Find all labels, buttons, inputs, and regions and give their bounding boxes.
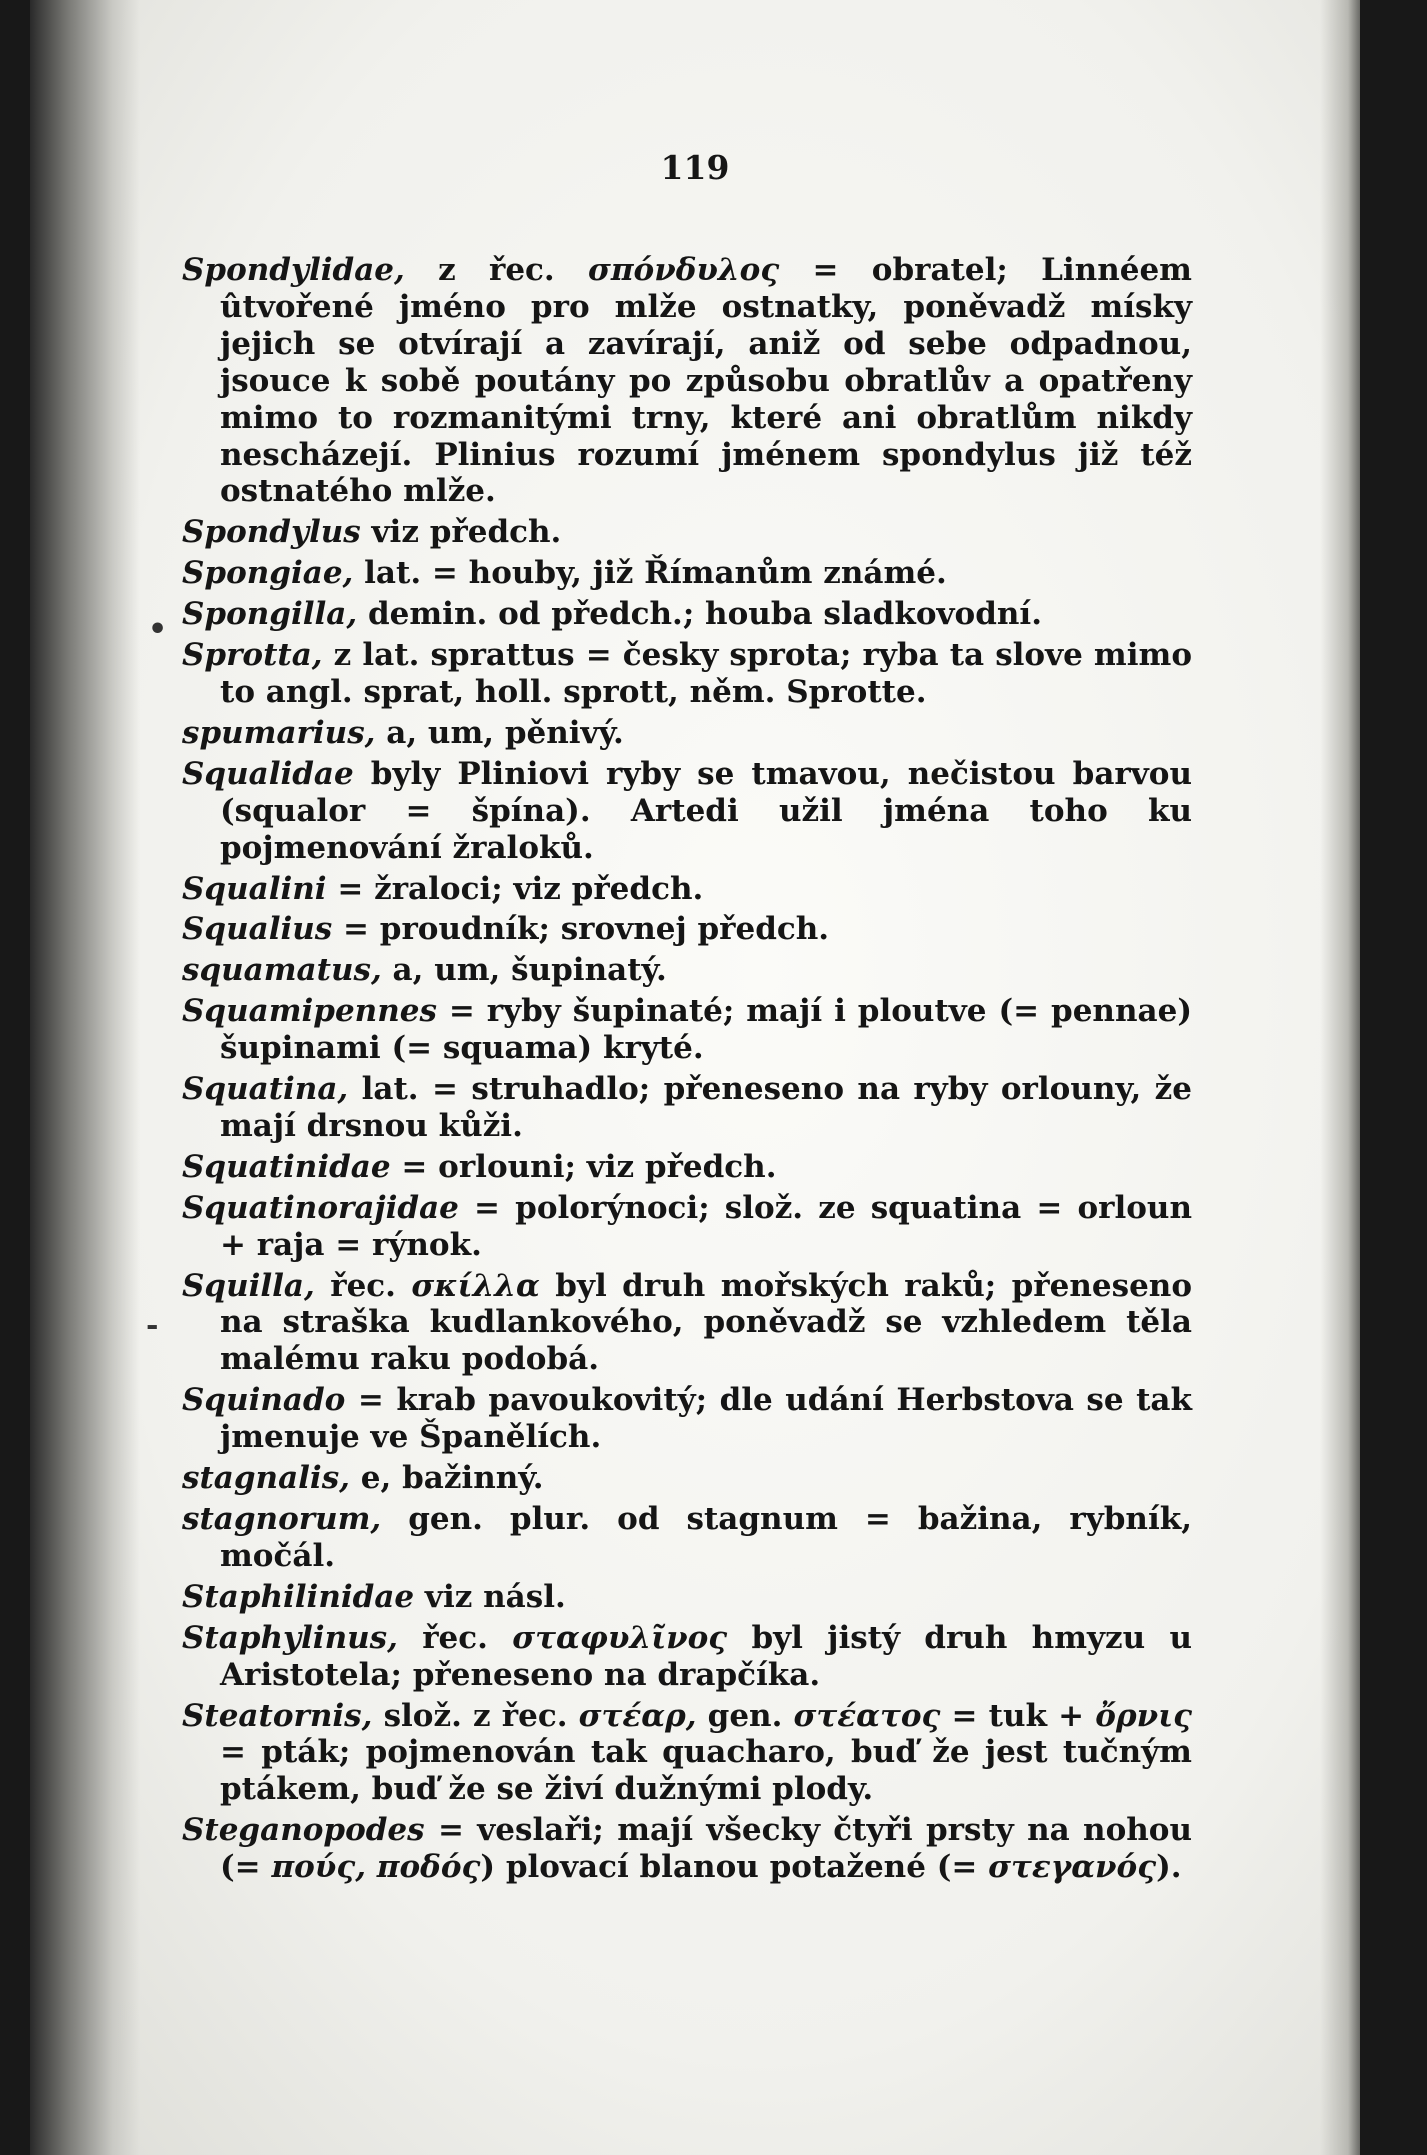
entry-text: byly Pliniovi ryby se tmavou, nečistou barvou (squalor = špína). Artedi užil jména toho ku pojmenování žraloků. (220, 755, 1192, 866)
entry-text: = pták; pojmenován tak quacharo, buď že jest tučným ptákem, buď že se živí dužnými plody. (220, 1734, 1192, 1808)
entry-squatina (182, 1071, 1192, 1145)
headword: Spondylidae, (182, 252, 405, 288)
entry-text: e, bažinný. (349, 1460, 544, 1497)
headword: Staphilinidae (182, 1578, 415, 1615)
entry-text: viz násl. (414, 1578, 566, 1615)
greek-word: σκίλλα (411, 1267, 540, 1304)
greek-word: πούς, ποδός (271, 1849, 481, 1886)
book-spine-shadow (30, 0, 140, 2155)
entry-squamatus (182, 952, 1192, 989)
entry-text: ) plovací blanou potažené (= (480, 1849, 989, 1886)
entry-squatinorajidae (182, 1190, 1192, 1264)
headword: Staphylinus, (182, 1619, 398, 1656)
headword: Squinado (182, 1382, 346, 1419)
headword: Sprotta, (182, 637, 323, 674)
entry-text: = ryby šupinaté; mají i ploutve (= pennae) šupinami (= squama) kryté. (220, 993, 1192, 1067)
entry-squatinidae (182, 1149, 1192, 1186)
greek-word: στέατος (793, 1697, 941, 1734)
entry-text: řec. (397, 1619, 513, 1656)
entry-text: gen. (696, 1697, 794, 1734)
headword: Squilla, (182, 1267, 315, 1304)
entry-text: = žraloci; viz předch. (326, 870, 704, 907)
greek-word: ὄρνις (1095, 1697, 1192, 1734)
headword: Squalidae (182, 755, 354, 792)
headword: Squalini (182, 870, 327, 907)
entry-squalidae (182, 756, 1192, 867)
entry-spongilla (182, 596, 1192, 633)
headword: squamatus, (182, 952, 382, 989)
entry-text: = polorýnoci; slož. ze squatina = orloun + raja = rýnok. (220, 1189, 1192, 1263)
entry-squamipennes (182, 993, 1192, 1067)
entry-text: = obratel; Linnéem ûtvořené jméno pro mlže ostnatky, poněvadž mísky jejich se otvírají a zavírají, aniž od sebe odpadnou, jsouce k sobě poutány po způsobu obratlův a opatřeny mimo to rozmanitými trny, které ani obratlům nikdy nescházejí. Plinius rozumí jménem spondylus již též ostnatého mlže. (220, 252, 1192, 510)
headword: Steganopodes (182, 1812, 425, 1849)
headword: stagnorum, (182, 1501, 382, 1537)
entry-squalius (182, 911, 1192, 948)
greek-word: σταφυλῖνος (512, 1619, 728, 1656)
headword: Squamipennes (182, 993, 437, 1030)
entry-text: byl jistý druh hmyzu u Aristotela; přeneseno na drapčíka. (220, 1619, 1193, 1693)
entry-text: = proudník; srovnej předch. (332, 911, 830, 948)
headword: Squatina, (182, 1071, 349, 1108)
entry-squilla (182, 1268, 1192, 1379)
greek-word: σπόνδυλος (588, 252, 780, 288)
headword: Squalius (182, 911, 333, 948)
dictionary-entries (182, 252, 1192, 1890)
entry-text: gen. plur. od stagnum = bažina, rybník, močál. (220, 1501, 1192, 1574)
headword: Squatinidae (182, 1148, 391, 1185)
entry-text: = orlouni; viz předch. (390, 1148, 777, 1185)
entry-text: a, um, šupinatý. (381, 952, 667, 989)
headword: spumarius, (182, 714, 376, 751)
entry-stagnalis (182, 1460, 1192, 1497)
entry-text: z lat. sprattus = česky sprota; ryba ta slove mimo to angl. sprat, holl. sprott, něm. Sprotte. (220, 637, 1192, 710)
entry-steganopodes (182, 1812, 1192, 1886)
entry-stagnorum (182, 1501, 1192, 1575)
entry-text: slož. z řec. (372, 1697, 579, 1734)
entry-staphilinidae (182, 1579, 1192, 1616)
headword: Steatornis, (182, 1697, 373, 1734)
page-number: 119 (660, 148, 730, 187)
entry-text: = tuk + (940, 1697, 1096, 1734)
entry-text: = veslaři; mají všecky čtyři prsty na nohou (= (220, 1812, 1192, 1886)
entry-text: lat. = struhadlo; přeneseno na ryby orlouny, že mají drsnou kůži. (220, 1071, 1192, 1144)
entry-text: byl druh mořských raků; přeneseno na straška kudlankového, poněvadž se vzhledem těla malému raku podobá. (220, 1267, 1193, 1378)
headword: Squatinorajidae (182, 1189, 459, 1226)
headword: Spondylus (182, 514, 361, 551)
entry-spumarius (182, 715, 1192, 752)
entry-text: z řec. (404, 252, 588, 288)
headword: Spongilla, (182, 596, 358, 633)
entry-steatornis (182, 1698, 1192, 1809)
book-page (30, 0, 1360, 2155)
greek-word: στέαρ, (578, 1697, 697, 1734)
entry-text: ). (1156, 1849, 1182, 1886)
entry-staphylinus (182, 1620, 1192, 1694)
entry-text: řec. (314, 1267, 412, 1304)
entry-spongiae (182, 555, 1192, 592)
entry-sprotta (182, 637, 1192, 711)
entry-spondylidae (182, 252, 1192, 510)
entry-text: a, um, pěnivý. (375, 714, 624, 751)
page-edge-shadow (1320, 0, 1360, 2155)
greek-word: στεγανός (988, 1849, 1157, 1886)
headword: Spongiae, (182, 555, 354, 592)
entry-text: viz předch. (360, 514, 562, 551)
entry-text: = krab pavoukovitý; dle udání Herbstova se tak jmenuje ve Španělích. (220, 1382, 1192, 1456)
entry-text: lat. = houby, již Římanům známé. (353, 555, 947, 592)
entry-squinado (182, 1382, 1192, 1456)
headword: stagnalis, (182, 1460, 350, 1497)
entry-spondylus (182, 514, 1192, 551)
margin-mark: - (146, 1308, 159, 1343)
margin-mark: • (148, 612, 168, 647)
entry-squalini (182, 871, 1192, 908)
entry-text: demin. od předch.; houba sladkovodní. (357, 596, 1042, 633)
